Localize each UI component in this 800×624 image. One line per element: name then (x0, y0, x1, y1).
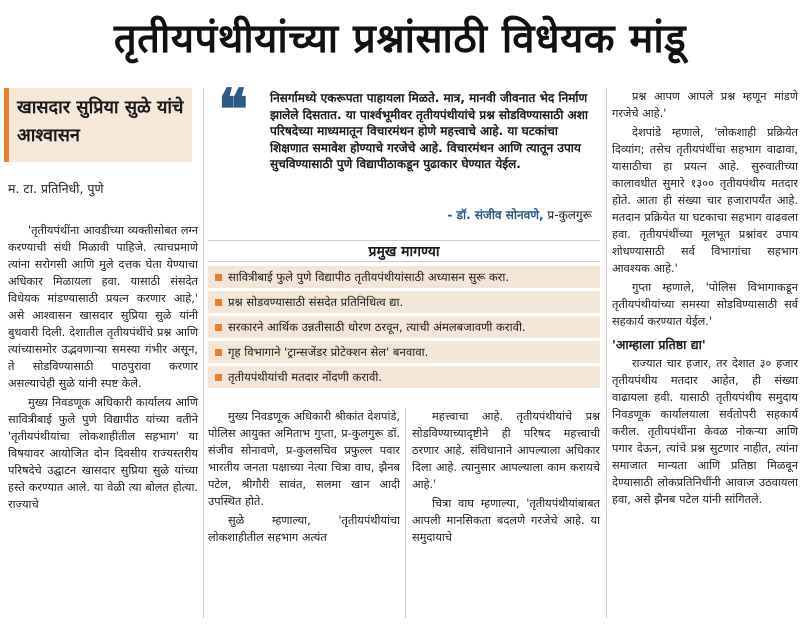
paragraph: सुळे म्हणाल्या, 'तृतीयपंथीयांचा लोकशाहीतील सहभाग अत्यंत (208, 514, 400, 544)
quote-author-name: - डॉ. संजीव सोनवणे, (447, 208, 544, 222)
paragraph: 'तृतीयपंथींना आवडीच्या व्यक्तीसोबत लग्न करण्याची संधी मिळावी पाहिजे. त्याचप्रमाणे त्यांना सरोगसी आणि मुले दत्तक घेता येण्याचा अधिकार मिळायला हवा. यासाठी संसदेत विधेयक मांडण्यासाठी प्रयत्न करणार आहे,' असे आश्वासन खासदार सुप्रिया सुळे यांनी बुधवारी दिली. देशातील तृतीयपंथींचे प्रश्न आणि त्यांच्यासमोर उद्भवणाऱ्या समस्या गंभीर असून, ते सोडविण्यासाठी पाठपुरावा करणार असल्याचेही सुळे यांनी स्पष्ट केले. (8, 224, 198, 390)
quote-mark-icon: ❝ (218, 77, 249, 143)
demand-text: गृह विभागाने 'ट्रान्सजेंडर प्रोटेक्शन सेल' बनवावा. (228, 345, 429, 359)
paragraph: चित्रा वाघ म्हणाल्या, 'तृतीयपंथीयांबाबत आपली मानसिकता बदलणे गरजेचे आहे. या समुदायाचे (412, 497, 600, 544)
demands-title: प्रमुख मागण्या (208, 240, 600, 262)
quote-author-role: प्र-कुलगुरू (547, 208, 592, 222)
pull-quote (218, 77, 596, 228)
left-column (8, 222, 198, 515)
column-divider (203, 88, 204, 618)
bullet-icon (215, 349, 222, 356)
middle-column-a (208, 408, 400, 548)
demand-item (208, 366, 600, 388)
quote-text: निसर्गामध्ये एकरूपता पाहायला मिळते. मात्र, मानवी जीवनात भेद निर्माण झालेले दिसतात. या पार्श्वभूमीवर तृतीयपंथीयांचे प्रश्न सोडविण्यासाठी अशा परिषदेच्या माध्यमातून विचारमंथन होणे महत्त्वाचे आहे. या घटकांचा शिक्षणात समावेश होण्याचे गरजेचे आहे. विचारमंथन आणि त्यातून उपाय सुचविण्यासाठी पुणे विद्यापीठाकडून पुढाकार घेण्यात येईल. (270, 91, 588, 171)
demand-text: सरकारने आर्थिक उन्नतीसाठी धोरण ठरवून, त्याची अंमलबजावणी करावी. (228, 320, 526, 334)
paragraph: महत्त्वाचा आहे. तृतीयपंथीयांचे प्रश्न सोडविण्याच्यादृष्टीने ही परिषद महत्त्वाची ठरणार आहे. संविधानाने आपल्याला अधिकार दिला आहे. त्यानुसार आपल्याला काम करायचे आहे.' (412, 410, 600, 491)
bullet-icon (215, 324, 222, 331)
paragraph: गुप्ता म्हणाले, 'पोलिस विभागाकडून तृतीयपंथीयांच्या समस्या सोडविण्यासाठी सर्व सहकार्य करण्यात येईल.' (612, 281, 798, 328)
demand-item (208, 316, 600, 338)
bullet-icon (215, 374, 222, 381)
demand-item (208, 341, 600, 363)
right-column (612, 88, 798, 510)
headline: तृतीयपंथीयांच्या प्रश्नांसाठी विधेयक मांडू (113, 16, 687, 62)
section-subhead: 'आम्हाला प्रतिष्ठा द्या' (612, 337, 706, 352)
demand-text: तृतीयपंथीयांची मतदार नोंदणी करावी. (228, 370, 383, 384)
paragraph: मुख्य निवडणूक अधिकारी कार्यालय आणि सावित्रीबाई फुले पुणे विद्यापीठ यांच्या वतीने 'तृतीयपंथीयांचा लोकशाहीतील सहभाग' या विषयावर आयोजित दोन दिवसीय राज्यस्तरीय परिषदेचे उद्घाटन खासदार सुप्रिया सुळे यांच्या हस्ते करण्यात आले. या वेळी त्या बोलत होत्या. राज्याचे (8, 396, 198, 511)
byline: म. टा. प्रतिनिधी, पुणे (8, 181, 104, 196)
demand-item (208, 266, 600, 288)
middle-column-b (412, 408, 600, 548)
column-divider (405, 408, 406, 618)
bullet-icon (215, 274, 222, 281)
paragraph: राज्यात चार हजार, तर देशात ३० हजार तृतीयपंथीय मतदार आहेत, ही संख्या वाढायला हवी. यासाठी तृतीयपंथीय समुदाय निवडणूक कार्यालयाला सर्वतोपरी सहकार्य करील. तृतीयपंथींना केवळ नोकऱ्या आणि पगार देऊन, त्यांचे प्रश्न सुटणार नाहीत, त्यांना समाजात मान्यता आणि प्रतिष्ठा मिळवून देण्यासाठी लोकप्रतिनिधींनी आवाज उठवायला हवा, असे झैनब पटेल यांनी सांगितले. (612, 357, 798, 506)
paragraph: देशपांडे म्हणाले, 'लोकशाही प्रक्रियेत दिव्यांग; तसेच तृतीयपंथींचा सहभाग वाढावा, यासाठीचा हा प्रयत्न आहे. सुरुवातीच्या कालावधीत सुमारे १३०० तृतीयपंथीय मतदार होते. आता ही संख्या चार हजारापर्यंत आहे. मतदान प्रक्रियेत या घटकाचा सहभाग वाढवला हवा. तृतीयपंथींच्या मूलभूत प्रश्नांवर उपाय शोधण्यासाठी सर्व विभागांचा सहभाग आवश्यक आहे.' (612, 126, 798, 275)
demand-text: प्रश्न सोडवण्यासाठी संसदेत प्रतिनिधित्व द्या. (228, 295, 404, 309)
column-divider (606, 88, 607, 618)
subhead-box: खासदार सुप्रिया सुळे यांचे आश्वासन (4, 88, 192, 162)
bullet-icon (215, 299, 222, 306)
demand-item (208, 291, 600, 313)
demands-box (208, 240, 600, 400)
paragraph: मुख्य निवडणूक अधिकारी श्रीकांत देशपांडे, पोलिस आयुक्त अमिताभ गुप्ता, प्र-कुलगुरू डॉ. संजीव सोनावणे, प्र-कुलसचिव प्रफुल्ल पवार भारतीय जनता पक्षाच्या नेत्या चित्रा वाघ, झैनब पटेल, श्रीगौरी सावंत, सलमा खान आदी उपस्थित होते. (208, 410, 400, 508)
demand-text: सावित्रीबाई फुले पुणे विद्यापीठ तृतीयपंथीयांसाठी अध्यासन सुरू करा. (228, 270, 509, 284)
quote-author (447, 206, 592, 223)
paragraph: प्रश्न आपण आपले प्रश्न म्हणून मांडणे गरजेचे आहे.' (612, 90, 798, 120)
